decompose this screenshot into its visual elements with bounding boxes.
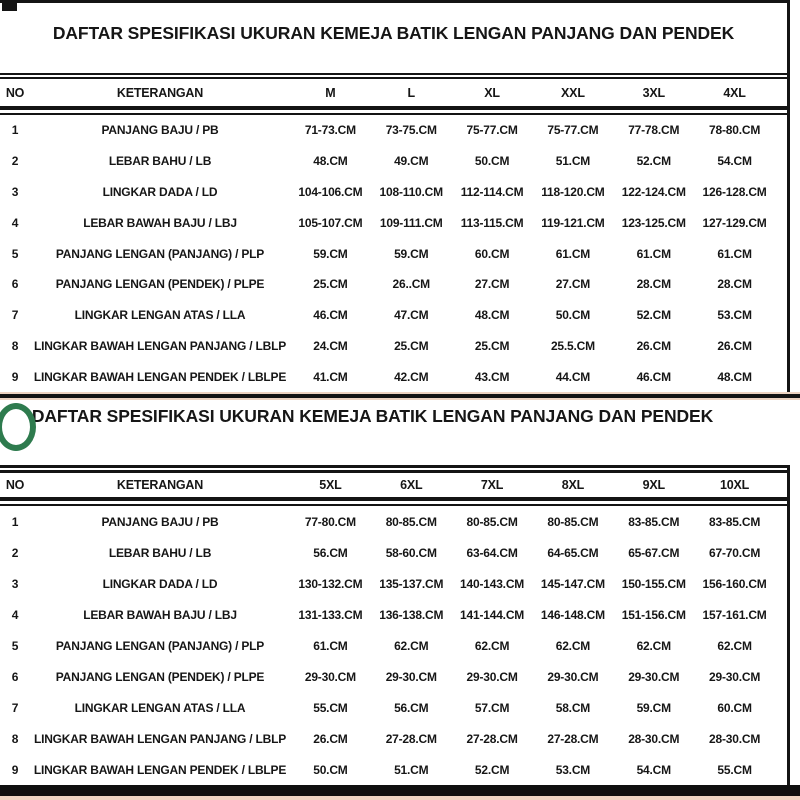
size-value: 51.CM bbox=[394, 762, 429, 777]
size-value: 67-70.CM bbox=[709, 545, 761, 560]
size-value: 112-114.CM bbox=[460, 184, 524, 199]
size-value: 27-28.CM bbox=[547, 731, 599, 746]
size-value: 44.CM bbox=[555, 369, 591, 384]
size-value: 57.CM bbox=[474, 700, 510, 715]
size-value: 118-120.CM bbox=[541, 184, 605, 199]
size-value: 61.CM bbox=[313, 638, 348, 653]
size-table-section-1 bbox=[0, 0, 790, 392]
measurement-label: PANJANG BAJU / PB bbox=[101, 514, 219, 529]
size-value: 26.CM bbox=[717, 338, 752, 353]
column-header-10xl: 10XL bbox=[720, 478, 750, 492]
size-value: 59.CM bbox=[636, 700, 671, 715]
size-value: 52.CM bbox=[474, 762, 510, 777]
row-number: 1 bbox=[11, 514, 19, 529]
size-value: 136-138.CM bbox=[379, 607, 444, 622]
table-row bbox=[0, 300, 787, 331]
size-value: 51.CM bbox=[555, 154, 591, 169]
measurement-label: LINGKAR DADA / LD bbox=[102, 576, 218, 591]
size-value: 146-148.CM bbox=[540, 607, 605, 622]
measurement-label: LINGKAR LENGAN ATAS / LLA bbox=[74, 700, 246, 715]
size-table-section-2 bbox=[0, 465, 790, 785]
size-value: 108-110.CM bbox=[379, 184, 443, 199]
bottom-border-bar bbox=[0, 785, 800, 796]
size-value: 151-156.CM bbox=[621, 607, 686, 622]
size-value: 28-30.CM bbox=[628, 731, 680, 746]
section-2-title-row bbox=[0, 400, 800, 465]
size-value: 62.CM bbox=[474, 638, 510, 653]
size-value: 77-80.CM bbox=[304, 514, 356, 529]
row-number: 1 bbox=[11, 123, 19, 138]
size-value: 27.CM bbox=[555, 277, 591, 292]
size-value: 25.CM bbox=[474, 338, 510, 353]
column-header-4xl: 4XL bbox=[723, 85, 746, 100]
size-value: 54.CM bbox=[717, 154, 752, 169]
row-number: 3 bbox=[11, 576, 19, 591]
size-value: 42.CM bbox=[394, 369, 429, 384]
table-2-body bbox=[0, 506, 787, 785]
size-value: 48.CM bbox=[717, 369, 752, 384]
size-value: 78-80.CM bbox=[709, 123, 761, 138]
table-row bbox=[0, 630, 787, 661]
size-value: 83-85.CM bbox=[709, 514, 761, 529]
measurement-label: PANJANG LENGAN (PENDEK) / PLPE bbox=[55, 277, 265, 292]
size-value: 60.CM bbox=[474, 246, 510, 261]
table-row bbox=[0, 661, 787, 692]
table-row bbox=[0, 177, 787, 208]
size-value: 27-28.CM bbox=[466, 731, 518, 746]
size-value: 27-28.CM bbox=[385, 731, 437, 746]
size-value: 41.CM bbox=[313, 369, 348, 384]
row-number: 7 bbox=[11, 700, 19, 715]
row-number: 5 bbox=[11, 638, 19, 653]
column-header-3xl: 3XL bbox=[642, 85, 665, 100]
size-value: 59.CM bbox=[313, 246, 348, 261]
row-number: 8 bbox=[11, 338, 19, 353]
size-value: 28-30.CM bbox=[709, 731, 761, 746]
measurement-label: LEBAR BAHU / LB bbox=[108, 154, 212, 169]
size-value: 24.CM bbox=[313, 338, 348, 353]
size-value: 105-107.CM bbox=[298, 215, 363, 230]
row-number: 4 bbox=[11, 215, 19, 230]
column-header-8xl: 8XL bbox=[561, 478, 585, 492]
size-value: 48.CM bbox=[474, 308, 510, 323]
measurement-label: LINGKAR BAWAH LENGAN PENDEK / LBLPE bbox=[33, 369, 287, 384]
size-value: 61.CM bbox=[717, 246, 752, 261]
size-value: 28.CM bbox=[717, 277, 752, 292]
size-value: 156-160.CM bbox=[702, 576, 767, 591]
size-value: 80-85.CM bbox=[385, 514, 437, 529]
size-value: 122-124.CM bbox=[621, 184, 686, 199]
size-value: 123-125.CM bbox=[621, 215, 686, 230]
measurement-label: PANJANG LENGAN (PANJANG) / PLP bbox=[55, 246, 265, 261]
bottom-edge-strip bbox=[0, 796, 800, 800]
size-value: 53.CM bbox=[555, 762, 591, 777]
column-header-5xl: 5XL bbox=[319, 478, 342, 492]
column-header-9xl: 9XL bbox=[642, 478, 665, 492]
size-value: 80-85.CM bbox=[547, 514, 599, 529]
column-header-6xl: 6XL bbox=[400, 478, 423, 492]
table-row bbox=[0, 115, 787, 146]
size-value: 73-75.CM bbox=[385, 123, 437, 138]
section-divider bbox=[0, 392, 800, 400]
table-row bbox=[0, 692, 787, 723]
table-row bbox=[0, 599, 787, 630]
size-value: 43.CM bbox=[474, 369, 510, 384]
size-value: 104-106.CM bbox=[298, 184, 363, 199]
size-value: 26..CM bbox=[392, 277, 430, 292]
size-value: 130-132.CM bbox=[298, 576, 363, 591]
size-value: 59.CM bbox=[394, 246, 429, 261]
size-value: 56.CM bbox=[394, 700, 429, 715]
size-value: 50.CM bbox=[313, 762, 348, 777]
size-value: 29-30.CM bbox=[547, 669, 599, 684]
size-value: 157-161.CM bbox=[702, 607, 767, 622]
size-value: 26.CM bbox=[313, 731, 348, 746]
size-value: 25.5.CM bbox=[550, 338, 595, 353]
size-value: 109-111.CM bbox=[379, 215, 443, 230]
header-bottom-rule-2 bbox=[0, 497, 787, 506]
table-1-body bbox=[0, 115, 787, 392]
corner-mark bbox=[2, 3, 17, 11]
size-value: 54.CM bbox=[636, 762, 671, 777]
table-row bbox=[0, 723, 787, 754]
size-value: 50.CM bbox=[555, 308, 591, 323]
measurement-label: PANJANG LENGAN (PANJANG) / PLP bbox=[55, 638, 265, 653]
measurement-label: LINGKAR LENGAN ATAS / LLA bbox=[74, 308, 246, 323]
size-value: 62.CM bbox=[555, 638, 591, 653]
column-header-l: L bbox=[407, 85, 415, 100]
row-number: 9 bbox=[11, 762, 19, 777]
section-1-title-row bbox=[0, 3, 787, 73]
column-header-no: NO bbox=[5, 478, 25, 492]
size-value: 63-64.CM bbox=[466, 545, 518, 560]
size-value: 50.CM bbox=[474, 154, 510, 169]
row-number: 2 bbox=[11, 545, 19, 560]
size-value: 46.CM bbox=[313, 308, 348, 323]
size-value: 55.CM bbox=[313, 700, 348, 715]
size-value: 83-85.CM bbox=[628, 514, 680, 529]
row-number: 9 bbox=[11, 369, 19, 384]
size-value: 28.CM bbox=[636, 277, 671, 292]
size-value: 25.CM bbox=[313, 277, 348, 292]
row-number: 3 bbox=[11, 184, 19, 199]
row-number: 8 bbox=[11, 731, 19, 746]
column-header-no: NO bbox=[5, 85, 25, 100]
row-number: 6 bbox=[11, 277, 19, 292]
measurement-label: PANJANG LENGAN (PENDEK) / PLPE bbox=[55, 669, 265, 684]
column-header-xl: XL bbox=[484, 85, 500, 100]
measurement-label: LEBAR BAHU / LB bbox=[108, 545, 212, 560]
table-row bbox=[0, 568, 787, 599]
size-value: 145-147.CM bbox=[540, 576, 605, 591]
size-value: 29-30.CM bbox=[709, 669, 761, 684]
measurement-label: LINGKAR DADA / LD bbox=[102, 184, 218, 199]
measurement-label: LINGKAR BAWAH LENGAN PENDEK / LBLPE bbox=[33, 762, 287, 777]
size-value: 71-73.CM bbox=[304, 123, 356, 138]
row-number: 2 bbox=[11, 154, 19, 169]
header-top-rule-2 bbox=[0, 465, 787, 473]
row-number: 5 bbox=[11, 246, 19, 261]
size-value: 119-121.CM bbox=[541, 215, 605, 230]
measurement-label: PANJANG BAJU / PB bbox=[101, 123, 219, 138]
size-value: 27.CM bbox=[474, 277, 510, 292]
size-value: 140-143.CM bbox=[460, 576, 525, 591]
table-1-header-row bbox=[0, 79, 787, 106]
size-value: 113-115.CM bbox=[460, 215, 524, 230]
size-value: 48.CM bbox=[313, 154, 348, 169]
size-value: 141-144.CM bbox=[460, 607, 525, 622]
table-2-header-row bbox=[0, 473, 787, 497]
measurement-label: LINGKAR BAWAH LENGAN PANJANG / LBLP bbox=[33, 731, 287, 746]
column-header-7xl: 7XL bbox=[480, 478, 504, 492]
size-value: 29-30.CM bbox=[304, 669, 356, 684]
column-header-m: M bbox=[325, 85, 336, 100]
size-value: 64-65.CM bbox=[547, 545, 599, 560]
size-value: 65-67.CM bbox=[628, 545, 680, 560]
size-value: 75-77.CM bbox=[466, 123, 518, 138]
measurement-label: LEBAR BAWAH BAJU / LBJ bbox=[83, 215, 237, 230]
measurement-label: LEBAR BAWAH BAJU / LBJ bbox=[83, 607, 237, 622]
size-value: 62.CM bbox=[394, 638, 429, 653]
table-row bbox=[0, 361, 787, 392]
size-value: 80-85.CM bbox=[466, 514, 518, 529]
size-value: 62.CM bbox=[717, 638, 752, 653]
page-title: DAFTAR SPESIFIKASI UKURAN KEMEJA BATIK LENGAN PANJANG DAN PENDEK bbox=[52, 22, 735, 43]
table-row bbox=[0, 537, 787, 568]
size-value: 131-133.CM bbox=[298, 607, 363, 622]
row-number: 4 bbox=[11, 607, 19, 622]
page-title-2: DAFTAR SPESIFIKASI UKURAN KEMEJA BATIK LENGAN PANJANG DAN PENDEK bbox=[31, 406, 714, 426]
size-value: 49.CM bbox=[394, 154, 429, 169]
size-value: 75-77.CM bbox=[547, 123, 599, 138]
column-header-xxl: XXL bbox=[561, 85, 585, 100]
size-value: 77-78.CM bbox=[628, 123, 680, 138]
header-bottom-rule bbox=[0, 106, 787, 115]
size-value: 53.CM bbox=[717, 308, 752, 323]
size-value: 60.CM bbox=[717, 700, 752, 715]
section-divider-line bbox=[0, 394, 800, 398]
size-value: 55.CM bbox=[717, 762, 752, 777]
table-row bbox=[0, 330, 787, 361]
table-row bbox=[0, 506, 787, 537]
size-value: 29-30.CM bbox=[628, 669, 680, 684]
size-value: 126-128.CM bbox=[702, 184, 767, 199]
measurement-label: LINGKAR BAWAH LENGAN PANJANG / LBLP bbox=[33, 338, 287, 353]
table-row bbox=[0, 754, 787, 785]
size-value: 127-129.CM bbox=[702, 215, 767, 230]
table-row bbox=[0, 207, 787, 238]
table-row bbox=[0, 146, 787, 177]
size-value: 47.CM bbox=[394, 308, 429, 323]
size-value: 58-60.CM bbox=[385, 545, 437, 560]
size-value: 61.CM bbox=[555, 246, 591, 261]
size-value: 29-30.CM bbox=[385, 669, 437, 684]
row-number: 6 bbox=[11, 669, 19, 684]
size-value: 62.CM bbox=[636, 638, 671, 653]
table-row bbox=[0, 269, 787, 300]
size-value: 25.CM bbox=[394, 338, 429, 353]
size-value: 61.CM bbox=[636, 246, 671, 261]
column-header-keterangan: KETERANGAN bbox=[116, 85, 204, 100]
size-value: 56.CM bbox=[313, 545, 348, 560]
column-header-keterangan: KETERANGAN bbox=[116, 478, 204, 492]
size-value: 58.CM bbox=[555, 700, 591, 715]
size-value: 52.CM bbox=[636, 308, 671, 323]
size-value: 150-155.CM bbox=[621, 576, 686, 591]
size-value: 26.CM bbox=[636, 338, 671, 353]
size-value: 29-30.CM bbox=[466, 669, 518, 684]
table-row bbox=[0, 238, 787, 269]
size-value: 46.CM bbox=[636, 369, 671, 384]
size-value: 135-137.CM bbox=[379, 576, 444, 591]
size-value: 52.CM bbox=[636, 154, 671, 169]
row-number: 7 bbox=[11, 308, 19, 323]
